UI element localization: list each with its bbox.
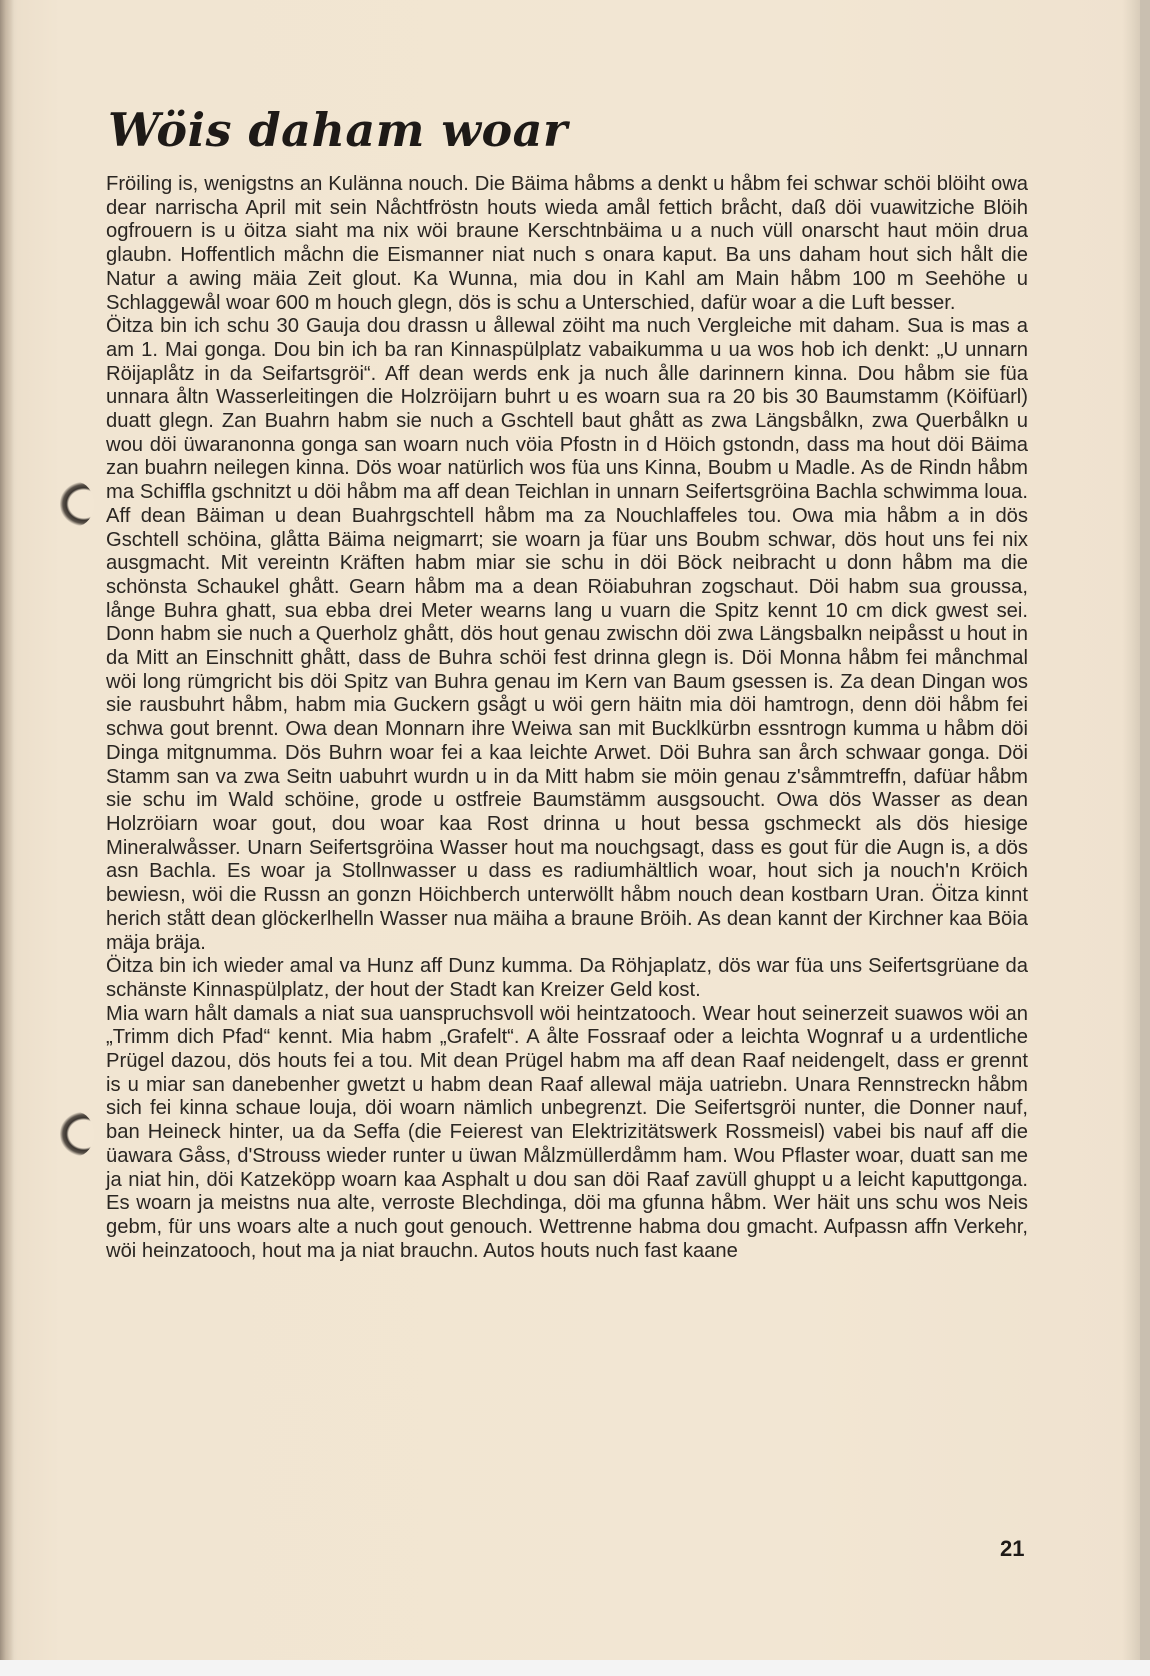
page-number: 21	[1000, 1536, 1025, 1561]
page-edge	[1122, 0, 1140, 1660]
binding-edge	[0, 0, 14, 1660]
punch-hole	[60, 1112, 94, 1156]
article-title: Wöis daham woar	[108, 103, 568, 157]
punch-hole	[60, 482, 94, 526]
paragraph: Fröiling is, wenigstns an Kulänna nouch. Die Bäima håbms a denkt u håbm fei schwar schöi blöiht owa dear narrischa April mit sein Nåchtfröstn houts wieda amål fettich bråcht, daß döi vuawitziche Blöih ogfrouern is u öitza siaht ma nix wöi braune Kerschtnbäima u a nuch vüll onarscht haut möin drua glaubn. Hoffentlich måchn die Eismanner niat nuch s onara kaput. Ba uns daham hout sich hålt die Natur a awing mäia Zeit glout. Ka Wunna, mia dou in Kahl am Main håbm 100 m Seehöhe u Schlaggewål woar 600 m houch glegn, dös is schu a Unterschied, dafür woar a die Luft besser.	[106, 173, 1028, 314]
paragraph: Öitza bin ich wieder amal va Hunz aff Dunz kumma. Da Röhjaplatz, dös war füa uns Seifertsgrüane da schänste Kinnaspülplatz, der hout der Stadt kan Kreizer Geld kost.	[106, 955, 1028, 1001]
paragraph: Mia warn hålt damals a niat sua uanspruchsvoll wöi heintzatooch. Wear hout seinerzeit suawos wöi an „Trimm dich Pfad“ kennt. Mia habm „Grafelt“. A ålte Fossraaf oder a leichta Wognraf u a urdentliche Prügel dazou, dös houts fei a tou. Mit dean Prügel habm ma aff dean Raaf neidengelt, dass er grennt is u miar san danebenher gwetzt u habm dean Raaf allewal mäja uatriebn. Unara Rennstreckn håbm sich fei kinna schaue louja, döi woarn nämlich unbegrenzt. Die Seifertsgröi nunter, die Donner nauf, ban Heineck hinter, ua da Seffa (die Feierest van Elektrizitätswerk Rossmeisl) vabei bis nauf aff die üawara Gåss, d'Strouss wieder runter u üwan Målzmüllerdåmm ham. Wou Pflaster woar, duatt san me ja niat hin, döi Katzeköpp woarn kaa Asphalt u dou san döi Raaf zavüll ghuppt u a leicht kaputtgonga. Es woarn ja meistns nua alte, verroste Blechdinga, döi ma gfunna håbm. Wer häit uns schu wos Neis gebm, für uns woars alte a nuch gout genouch. Wettrenne habma dou gmacht. Aufpassn affn Verkehr, wöi heinzatooch, hout ma ja niat brauchn. Autos houts nuch fast kaane	[106, 1002, 1028, 1262]
paragraph: Öitza bin ich schu 30 Gauja dou drassn u ållewal zöiht ma nuch Vergleiche mit daham. Sua is mas a am 1. Mai gonga. Dou bin ich ba ran Kinnaspülplatz vabaikumma u ua wos hob ich denkt: „U unnarn Röijaplåtz in da Seifartsgröi“. Aff dean werds enk ja nuch ålle darinnern kinna. Dou håbm sie füa unnara åltn Wasserleitingen die Holzröijarn buhrt u es woarn sua ra 20 bis 30 Baumstamm (Köifüarl) duatt glegn. Zan Buahrn habm sie nuch a Gschtell baut ghått as zwa Längsbålkn, zwa Querbålkn u wou döi üwaranonna gonga san woarn nuch vöia Pfostn in d Höich gstondn, dass ma hout döi Bäima zan buahrn neilegen kinna. Dös woar natürlich wos füa uns Kinna, Boubm u Madle. As de Rindn håbm ma Schiffla gschnitzt u döi håbm ma aff dean Teichlan in unnarn Seifertsgröina Bachla schwimma loua. Aff dean Bäiman u dean Buahrgschtell håbm ma za Nouchlaffeles tou. Owa mia håbm a in dös Gschtell schöina, glåtta Bäima neigmarrt; sie woarn ja füar uns Boubm schwar, dös hout uns fei nix ausgmacht. Mit vereintn Kräften habm miar sie schu in döi Böck neibracht u donn håbm ma die schönsta Schaukel ghått. Gearn håbm ma a dean Röiabuhran zogschaut. Döi habm sua groussa, långe Buhra ghatt, sua ebba drei Meter wearns lang u vuarn die Spitz kennt 10 cm dick gwest sei. Donn habm sie nuch a Querholz ghått, dös hout genau zwischn döi zwa Längsbalkn neipåsst u hout in da Mitt an Einschnitt ghått, dass de Buhra schöi fest drinna glegn is. Döi Monna håbm fei månchmal wöi long rümgricht bis döi Spitz van Buhra genau im Kern van Baum gsessen is. Za dean Dingan wos sie rausbuhrt håbm, habm mia Guckern gsågt u wöi gern häitn mia döi hamtrogn, denn döi håbm fei schwa gout brennt. Owa dean Monnarn ihre Weiwa san mit Bucklkürbn essntrogn kumma u håbm döi Dinga mitgnumma. Dös Buhrn woar fei a kaa leichte Arwet. Döi Buhra san årch schwaar gonga. Döi Stamm san va zwa Seitn uabuhrt wurdn u in da Mitt habm sie möin genau z'såmmtreffn, dafüar håbm sie schu im Wald schöine, grode u ostfreie Baumstämm ausgsoucht. Owa dös Wasser as dean Holzröiarn woar gout, dou woar kaa Rost drinna u hout bessa gschmeckt als dös hiesige Mineralwåsser. Unarn Seifertsgröina Wasser hout ma nouchgsagt, dass es gout für die Augn is, a dös asn Bachla. Es woar ja Stollnwasser u dass es radiumhältlich woar, hout sich ja nouch'n Kröich bewiesn, wöi die Russn an gonzn Höichberch unterwöllt håbm nouch dean kostbarn Uran. Öitza kinnt herich stått dean glöckerlhelln Wasser nua mäiha a braune Bröih. As dean kannt der Kirchner kaa Böia mäja bräja.	[106, 315, 1028, 954]
scan-margin	[0, 1660, 1150, 1676]
article-body	[106, 173, 1028, 1263]
